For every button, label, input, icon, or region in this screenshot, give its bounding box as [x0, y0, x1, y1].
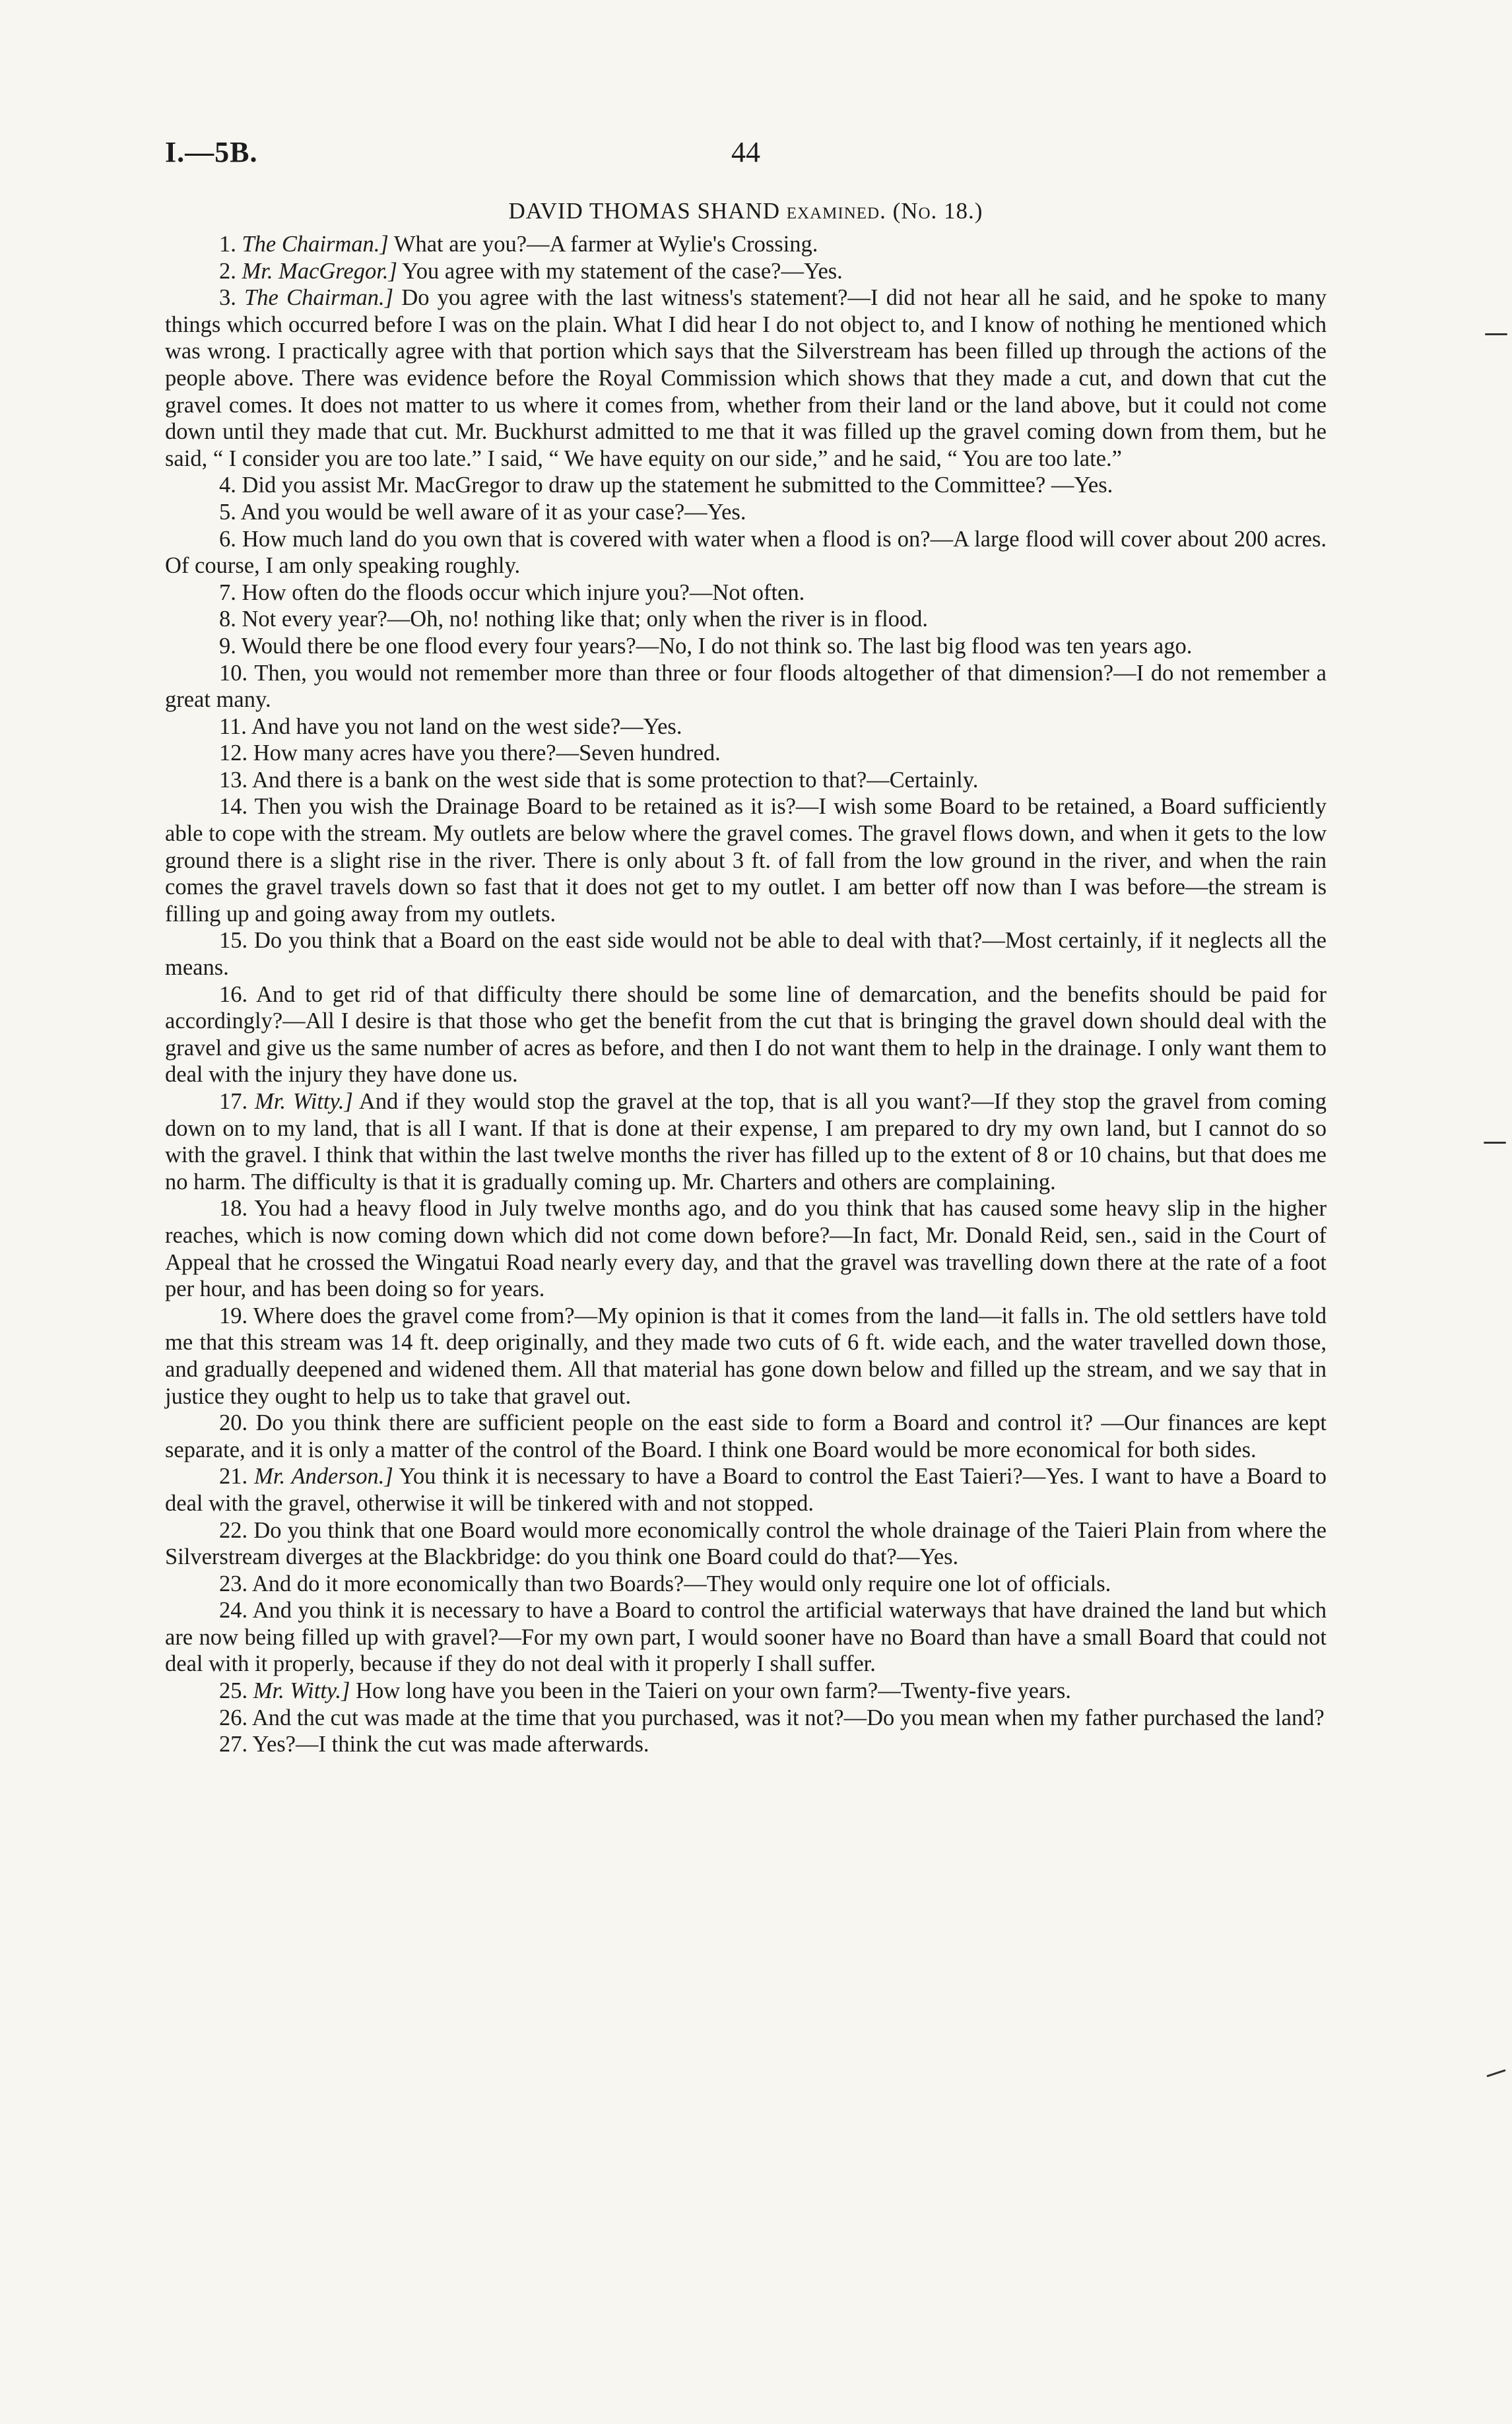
question-text: Would there be one flood every four years?—No, I do not think so. The last big flood was ten years ago. — [241, 633, 1193, 659]
question-text: And the cut was made at the time that you purchased, was it not?—Do you mean when my father purchased the land? — [251, 1705, 1325, 1730]
question-23 — [165, 1571, 1327, 1598]
question-24 — [165, 1597, 1327, 1678]
speaker: Mr. Witty.] — [253, 1678, 350, 1704]
speaker: Mr. Witty.] — [255, 1089, 353, 1114]
question-number: 11. — [219, 713, 247, 739]
question-number: 18. — [219, 1196, 248, 1222]
question-number: 13. — [219, 767, 248, 793]
question-text: How often do the floods occur which injure you?—Not often. — [242, 579, 805, 605]
question-number: 27. — [219, 1732, 248, 1757]
question-text: And to get rid of that difficulty there should be some line of demarcation, and the benefits should be paid for accordingly?—All I desire is that those who get the benefit from the cut that is bringing the gravel down should deal with the gravel and give us the same number of acres as before, and then I do not want them to help in the drainage. I only want them to deal with the injury they have done us. — [165, 981, 1327, 1088]
question-21 — [165, 1463, 1327, 1517]
question-6 — [165, 526, 1327, 579]
question-19 — [165, 1303, 1327, 1410]
margin-mark — [1484, 1142, 1506, 1144]
question-number: 4. — [219, 473, 236, 498]
speaker: Mr. MacGregor.] — [242, 258, 397, 284]
question-text: How many acres have you there?—Seven hundred. — [253, 740, 721, 766]
page-number: 44 — [731, 136, 760, 168]
question-27 — [165, 1731, 1327, 1758]
question-text: What are you?—A farmer at Wylie's Crossing. — [393, 232, 818, 257]
question-text: Where does the gravel come from?—My opinion is that it comes from the land—it falls in. The old settlers have told me that this stream was 14 ft. deep originally, and they made two cuts of 6 ft. wide each, and the water travelled down those, and gradually deepened and widened them. All that material has gone down below and filled up the stream, and we say that in justice they ought to help us to take that gravel out. — [165, 1303, 1327, 1409]
question-text: How long have you been in the Taieri on your own farm?—Twenty-five years. — [356, 1678, 1071, 1704]
question-number: 17. — [219, 1089, 248, 1114]
question-20 — [165, 1410, 1327, 1463]
question-number: 8. — [219, 606, 236, 632]
question-12 — [165, 740, 1327, 767]
question-number: 23. — [219, 1571, 248, 1596]
question-text: You think it is necessary to have a Board to control the East Taieri?—Yes. I want to have a Board to deal with the gravel, otherwise it will be tinkered with and not stopped. — [165, 1464, 1327, 1516]
question-number: 20. — [219, 1410, 248, 1436]
question-25 — [165, 1678, 1327, 1705]
question-text: Yes?—I think the cut was made afterwards. — [252, 1732, 649, 1757]
question-13 — [165, 767, 1327, 794]
question-11 — [165, 713, 1327, 740]
question-18 — [165, 1195, 1327, 1302]
question-text: Do you agree with the last witness's statement?—I did not hear all he said, and he spoke to many things which occurred before I was on the plain. What I did hear I do not object to, and I know of nothing he mentioned which was wrong. I practically agree with that portion which says that the Silverstream has been filled up through the actions of the people above. There was evidence before the Royal Commission which shows that they made a cut, and down that cut the gravel comes. It does not matter to us where it comes from, whether from their land or the land above, but it could not come down until they made that cut. Mr. Buckhurst admitted to me that it was filled up the gravel coming down from them, but he said, “ I consider you are too late.” I said, “ We have equity on our side,” and he said, “ You are too late.” — [165, 285, 1327, 471]
question-number: 1. — [219, 232, 236, 257]
question-text: You had a heavy flood in July twelve months ago, and do you think that has caused some heavy slip in the higher reaches, which is now coming down which did not come down before?—In fact, Mr. Donald Reid, sen., said in the Court of Appeal that he crossed the Wingatui Road nearly every day, and that the gravel was travelling down there at the rate of a foot per hour, and has been doing so for years. — [165, 1196, 1327, 1302]
speaker: The Chairman.] — [244, 285, 394, 311]
question-text: Do you think that one Board would more economically control the whole drainage of the Taieri Plain from where the Silverstream diverges at the Blackbridge: do you think one Board could do that?—Yes. — [165, 1517, 1327, 1570]
question-number: 24. — [219, 1598, 248, 1623]
question-15 — [165, 927, 1327, 981]
question-8 — [165, 606, 1327, 633]
question-5 — [165, 499, 1327, 526]
speaker: Mr. Anderson.] — [254, 1464, 393, 1490]
question-number: 26. — [219, 1705, 248, 1730]
question-3 — [165, 284, 1327, 472]
question-number: 12. — [219, 740, 248, 766]
question-17 — [165, 1088, 1327, 1195]
question-text: And do it more economically than two Boards?—They would only require one lot of officials. — [251, 1571, 1111, 1596]
question-number: 16. — [219, 981, 248, 1007]
question-14 — [165, 793, 1327, 927]
question-7 — [165, 579, 1327, 606]
question-text: And there is a bank on the west side that is some protection to that?—Certainly. — [251, 767, 979, 793]
question-text: And if they would stop the gravel at the top, that is all you want?—If they stop the gravel from coming down on to my land, that is all I want. If that is done at their expense, I am prepared to dry my own land, but I cannot do so with the gravel. I think that within the last twelve months the river has filled up to the extent of 8 or 10 chains, but that does me no harm. The difficulty is that it is gradually coming up. Mr. Charters and others are complaining. — [165, 1089, 1327, 1195]
question-text: Did you assist Mr. MacGregor to draw up the statement he submitted to the Committee? —Yes. — [242, 473, 1113, 498]
question-text: How much land do you own that is covered with water when a flood is on?—A large flood will cover about 200 acres. Of course, I am only speaking roughly. — [165, 526, 1327, 579]
question-text: Then you wish the Drainage Board to be retained as it is?—I wish some Board to be retained, a Board sufficiently able to cope with the stream. My outlets are below where the gravel comes. The gravel flows down, and when it gets to the low ground there is a slight rise in the river. There is only about 3 ft. of fall from the low ground in the river, and when the rain comes the gravel travels down so fast that it does not get to my outlet. I am better off now than I was before—the stream is filling up and going away from my outlets. — [165, 794, 1327, 927]
question-number: 15. — [219, 928, 248, 954]
question-text: And have you not land on the west side?—Yes. — [251, 713, 682, 739]
question-10 — [165, 660, 1327, 713]
question-text: And you would be well aware of it as your case?—Yes. — [240, 499, 746, 525]
question-number: 10. — [219, 660, 248, 686]
paper-reference: I.—5B. — [165, 136, 258, 168]
question-number: 3. — [219, 285, 236, 311]
section-title: DAVID THOMAS SHAND examined. (No. 18.) — [508, 198, 983, 224]
question-9 — [165, 633, 1327, 660]
question-text: Then, you would not remember more than three or four floods altogether of that dimension?—I do not remember a great many. — [165, 660, 1327, 713]
margin-mark — [1486, 2069, 1505, 2077]
question-2 — [165, 258, 1327, 285]
question-number: 6. — [219, 526, 236, 552]
question-number: 9. — [219, 633, 236, 659]
testimony-body — [165, 231, 1327, 1758]
question-1 — [165, 231, 1327, 258]
question-text: You agree with my statement of the case?—Yes. — [402, 258, 843, 284]
question-text: Not every year?—Oh, no! nothing like that; only when the river is in flood. — [242, 606, 929, 632]
question-text: And you think it is necessary to have a Board to control the artificial waterways that have drained the land but which are now being filled up with gravel?—For my own part, I would sooner have no Board than have a small Board that could not deal with it properly, because if they do not deal with it properly I shall suffer. — [165, 1598, 1327, 1677]
speaker: The Chairman.] — [242, 232, 389, 257]
question-number: 2. — [219, 258, 236, 284]
question-text: Do you think there are sufficient people on the east side to form a Board and control it? —Our finances are kept separate, and it is only a matter of the control of the Board. I think one Board would be more economical for both sides. — [165, 1410, 1327, 1462]
question-number: 14. — [219, 794, 248, 820]
question-text: Do you think that a Board on the east side would not be able to deal with that?—Most certainly, if it neglects all the means. — [165, 928, 1327, 981]
margin-mark — [1485, 333, 1507, 335]
page-header — [165, 135, 1327, 181]
question-number: 21. — [219, 1464, 248, 1490]
question-number: 22. — [219, 1517, 248, 1543]
question-number: 5. — [219, 499, 236, 525]
question-number: 25. — [219, 1678, 248, 1704]
question-number: 19. — [219, 1303, 248, 1328]
question-16 — [165, 981, 1327, 1088]
question-26 — [165, 1705, 1327, 1732]
question-4 — [165, 472, 1327, 499]
question-number: 7. — [219, 579, 236, 605]
question-22 — [165, 1517, 1327, 1571]
